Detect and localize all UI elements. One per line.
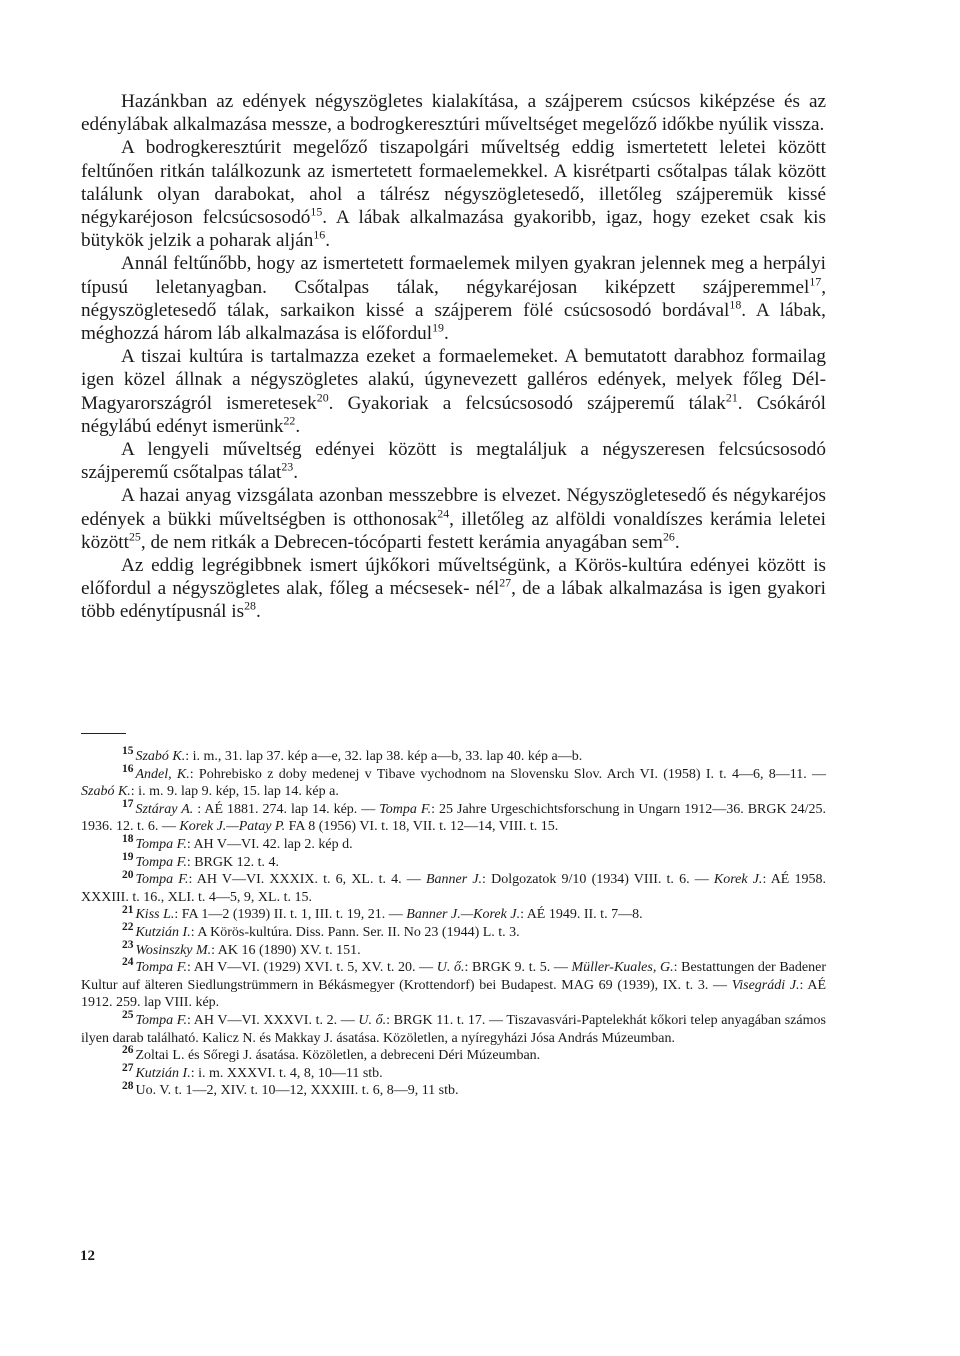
footnote xyxy=(81,745,826,766)
text-run: Annál feltűnőbb, hogy az ismertetett formaelemek milyen gyakran jelennek meg a herpályi típusú leletanyagban. Csőtalpas tálak, négykaréjosan kiképzett szájperemmel xyxy=(81,253,826,298)
author-name: Banner J. xyxy=(425,872,483,888)
text-run: . xyxy=(443,323,449,345)
text-run: : BRGK 12. t. 4. xyxy=(186,854,280,870)
text-run: : AK 16 (1890) XV. t. 151. xyxy=(211,942,361,958)
author-name: Tompa F. xyxy=(135,960,187,976)
text-run: : Pohrebisko z doby medenej v Tibave vychodnom na Slovensku Slov. Arch VI. (1958) I. t. 4—6, 8—11. — xyxy=(189,766,826,782)
paragraph xyxy=(81,345,826,438)
body-text xyxy=(81,90,826,624)
footnote-number: 26 xyxy=(122,1044,134,1057)
text-run: . Gyakoriak a felcsúcsosodó szájperemű tálak xyxy=(328,392,726,414)
text-run: , négyszögletesedő tálak, sarkaikon kissé a szájperem fölé csúcsosodó bordával xyxy=(81,276,826,321)
footnote-ref: 21 xyxy=(725,390,738,405)
author-name: Sztáray A. xyxy=(135,801,194,817)
footnote xyxy=(81,868,827,906)
text-run: A lengyeli műveltség edényei között is megtaláljuk a négyszeresen felcsúcsosodó szájperemű csőtalpas tálat xyxy=(81,439,826,484)
paragraph xyxy=(81,136,826,252)
footnote-ref: 16 xyxy=(313,227,326,242)
footnote xyxy=(81,798,826,836)
text-run: Uo. V. t. 1—2, XIV. t. 10—12, XXXIII. t. 6, 8—9, 11 stb. xyxy=(135,1083,459,1099)
footnote xyxy=(81,938,826,960)
text-run: Zoltai L. és Sőregi J. ásatása. Közöletlen, a debreceni Déri Múzeumban. xyxy=(135,1048,541,1064)
text-run: : Dolgozatok 9/10 (1934) VIII. t. 6. — xyxy=(482,872,714,888)
text-run: . xyxy=(325,230,330,252)
footnote-separator xyxy=(81,733,126,734)
footnote xyxy=(81,850,826,872)
author-name: Tompa F. xyxy=(135,1012,187,1028)
footnote-ref: 18 xyxy=(729,297,742,312)
author-name: Andel, K. xyxy=(135,766,190,782)
footnote-number: 22 xyxy=(122,921,134,934)
footnote-number: 17 xyxy=(122,798,134,811)
author-name: U. ő. xyxy=(436,960,465,976)
footnote-number: 27 xyxy=(122,1062,134,1075)
footnote-ref: 20 xyxy=(316,390,329,405)
footnote-ref: 23 xyxy=(281,459,294,474)
text-run: : i. m. XXXVI. t. 4, 8, 10—11 stb. xyxy=(190,1065,383,1081)
footnote-number: 16 xyxy=(122,762,134,775)
text-run: Hazánkban az edények négyszögletes kialakítása, a szájperem csúcsos kiképzése és az edénylábak alkalmazása messze, a bodrogkeresztúri műveltséget megelőző időkbe nyúlik vissza. xyxy=(81,91,826,136)
page-number: 12 xyxy=(80,1248,95,1264)
footnote xyxy=(81,762,826,801)
footnote-ref: 26 xyxy=(662,529,675,544)
footnote-ref: 22 xyxy=(283,413,296,428)
author-name: U. ő. xyxy=(358,1012,387,1028)
text-run: , illetőleg az alföldi vonaldíszes kerámia leletei között xyxy=(81,508,826,553)
author-name: Banner J.—Korek J. xyxy=(406,907,521,923)
text-run: : AH V—VI. 42. lap 2. kép d. xyxy=(186,836,353,852)
footnote-number: 18 xyxy=(122,833,134,846)
paragraph xyxy=(81,484,826,554)
text-run: : 25 Jahre Urgeschichtsforschung in Ungarn 1912—36. BRGK 24/25. 1936. 12. t. 6. — xyxy=(81,801,826,835)
text-run: : BRGK 9. t. 5. — xyxy=(464,960,572,976)
author-name: Korek J. xyxy=(713,872,763,888)
paragraph xyxy=(81,252,826,345)
text-run: : AÉ 1949. II. t. 7—8. xyxy=(520,907,643,923)
footnote xyxy=(81,833,826,854)
footnote-number: 24 xyxy=(122,956,134,969)
text-run: . xyxy=(674,531,680,553)
footnote-ref: 17 xyxy=(809,274,822,289)
text-run: : FA 1—2 (1939) II. t. 1, III. t. 19, 21. — xyxy=(174,907,407,923)
author-name: Kutzián I. xyxy=(135,924,191,940)
footnote-number: 15 xyxy=(122,745,134,758)
footnote-ref: 28 xyxy=(244,599,256,614)
author-name: Szabó K. xyxy=(135,749,186,764)
text-run: . Csókáról négylábú edényt ismerünk xyxy=(81,392,826,437)
author-name: Wosinszky M. xyxy=(135,942,212,958)
footnote-number: 20 xyxy=(122,868,134,881)
text-run: : AH V—VI. XXXVI. t. 2. — xyxy=(186,1012,359,1028)
author-name: Kiss L. xyxy=(135,907,175,923)
footnote-ref: 19 xyxy=(432,320,444,335)
text-run: : BRGK 11. t. 17. — Tiszavasvári-Paptelekhát kőkori telep anyagában számos ilyen darab található. Kalicz N. és Makkay J. ásatása. Közöletlen, a nyíregyházi Jósa András Múzeumban. xyxy=(81,1012,826,1046)
text-run: , de nem ritkák a Debrecen-tócóparti festett kerámia anyagában sem xyxy=(140,531,663,553)
footnote-number: 21 xyxy=(122,903,134,916)
footnote-ref: 25 xyxy=(128,529,141,544)
footnote xyxy=(81,1044,826,1065)
text-run: A tiszai kultúra is tartalmazza ezeket a formaelemeket. A bemutatott darabhoz formailag igen közel állnak a négyszögletes alakú, úgynevezett galléros edények, melyek főleg Dél-Magyarországról ismeretesek xyxy=(81,346,826,414)
text-run: : AÉ 1881. 274. lap 14. kép. — xyxy=(193,801,380,817)
text-run: , de a lábak alkalmazása is igen gyakori több edénytípusnál is xyxy=(81,578,826,623)
footnotes xyxy=(81,745,827,1100)
footnote-number: 25 xyxy=(122,1009,134,1022)
footnote xyxy=(81,1009,826,1047)
text-run: : AÉ 1912. 259. lap VIII. kép. xyxy=(81,977,827,1011)
author-name: Tompa F. xyxy=(135,836,187,852)
text-run: . xyxy=(255,601,261,623)
text-run: . xyxy=(295,415,301,437)
author-name: Kutzián I. xyxy=(135,1065,191,1081)
text-run: Az eddig legrégibbnek ismert újkőkori műveltségünk, a Körös-kultúra edényei között is előfordul a négyszögletes alak, főleg a mécsesek- nél xyxy=(81,555,826,600)
footnote xyxy=(81,956,827,1012)
footnote xyxy=(81,1079,826,1100)
text-run: : AH V—VI. (1929) XVI. t. 5, XV. t. 20. — xyxy=(186,960,437,976)
author-name: Visegrádi J. xyxy=(731,977,800,993)
text-run: : AÉ 1958. XXXIII. t. 16., XLI. t. 4—5, 9, XL. t. 15. xyxy=(81,872,827,905)
text-run: A bodrogkeresztúrit megelőző tiszapolgári műveltség eddig ismertetett leletei között feltűnően ritkán találkozunk az ismertetett formaelemekkel. A kisrétparti csőtalpas tálak között találunk olyan darabokat, ahol a tálrész négyszögletesedő, illetőleg szájperemük kissé négykaréjoson felcsúcsosodó xyxy=(81,137,826,229)
author-name: Tompa F. xyxy=(135,854,187,870)
author-name: Müller-Kuales, G. xyxy=(571,960,674,976)
text-run: . A lábak alkalmazása gyakoribb, igaz, hogy ezeket csak kis bütykök jelzik a poharak alján xyxy=(81,207,826,252)
footnote xyxy=(81,921,826,942)
text-run: A hazai anyag vizsgálata azonban messzebbre is elvezet. Négyszögletesedő és négykaréjos edények a bükki műveltségben is otthonosak xyxy=(81,485,826,530)
author-name: Szabó K. xyxy=(81,784,131,800)
footnote xyxy=(81,1062,826,1083)
text-run: : A Körös-kultúra. Diss. Pann. Ser. II. No 23 (1944) L. t. 3. xyxy=(190,924,520,940)
paragraph xyxy=(81,90,826,136)
text-run: : i. m., 31. lap 37. kép a—e, 32. lap 38. kép a—b, 33. lap 40. kép a—b. xyxy=(185,749,583,764)
text-run: . A lábak, méghozzá három láb alkalmazása is előfordul xyxy=(81,299,826,345)
footnote-ref: 24 xyxy=(437,506,450,521)
author-name: Tompa F. xyxy=(379,801,432,817)
footnote-number: 28 xyxy=(122,1079,134,1092)
text-run: : Bestattungen der Badener Kultur auf älteren Siedlungstrümmern in Békásmegyer (Krottendorf) bei Budapest. MAG 69 (1939), IX. t. 3. — xyxy=(81,960,826,993)
paragraph xyxy=(81,554,826,624)
footnote xyxy=(81,903,826,924)
text-run: : i. m. 9. lap 9. kép, 15. lap 14. kép a. xyxy=(130,784,339,800)
text-run: : AH V—VI. XXXIX. t. 6, XL. t. 4. — xyxy=(188,872,426,888)
author-name: Korek J.—Patay P. xyxy=(179,819,286,835)
text-run: . xyxy=(293,462,299,484)
author-name: Tompa F. xyxy=(135,872,189,888)
paragraph xyxy=(81,438,826,484)
footnote-ref: 27 xyxy=(499,575,512,590)
footnote-ref: 15 xyxy=(310,204,323,219)
text-run: FA 8 (1956) VI. t. 18, VII. t. 12—14, VIII. t. 15. xyxy=(285,819,559,835)
footnote-number: 19 xyxy=(122,850,134,863)
footnote-number: 23 xyxy=(122,938,134,951)
